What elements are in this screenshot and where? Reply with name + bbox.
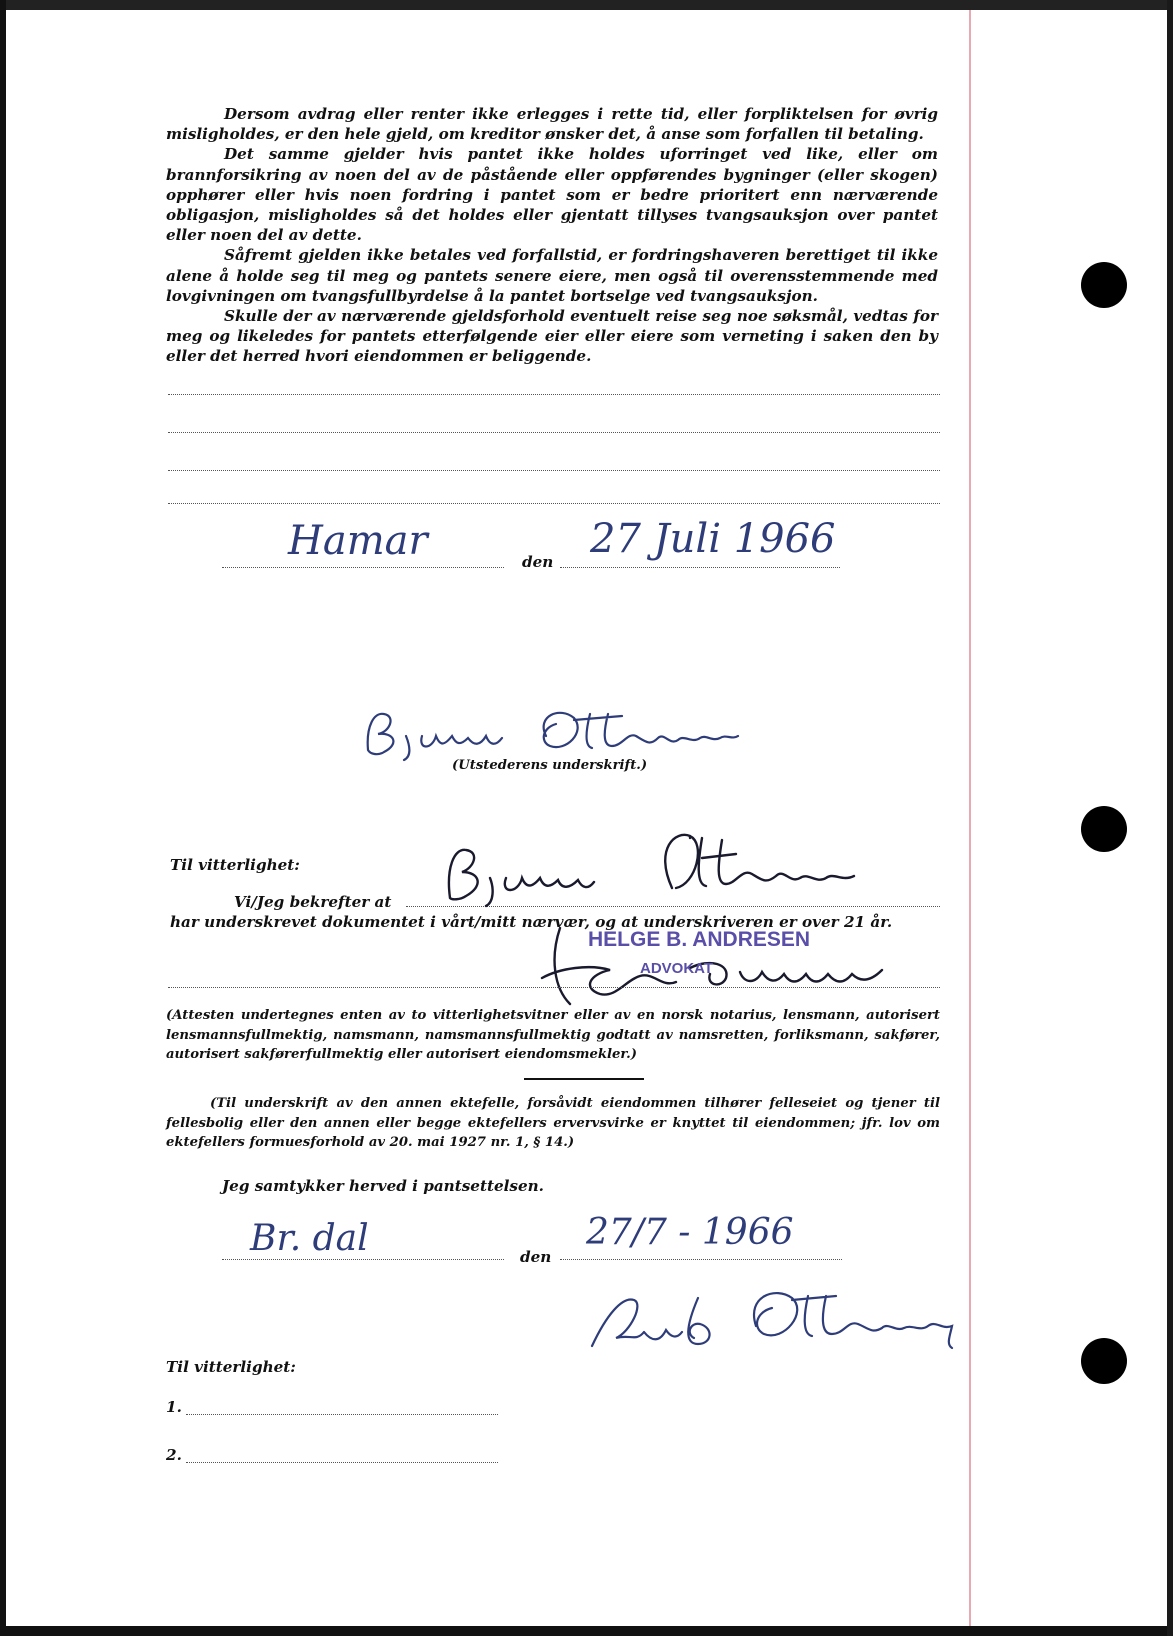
place-handwritten: Br. dal bbox=[250, 1218, 369, 1259]
scan-border-bottom bbox=[0, 1626, 1173, 1636]
spouse-note-text: (Til underskrift av den annen ektefelle, forsåvidt eiendommen tilhører felleseiet og tjener til fellesbolig eller den annen eller begge ektefellers ervervsvirke er knyttet til eiendommen; jfr. lov om ektefellers formuesforhold av 20. mai 1927 nr. 1, § 14.) bbox=[166, 1096, 940, 1150]
issuer-signature-caption: (Utstederens underskrift.) bbox=[452, 758, 648, 773]
blank-line bbox=[168, 987, 940, 988]
witness-line-number: 1. bbox=[166, 1398, 182, 1416]
place-line bbox=[222, 567, 504, 568]
terms-paragraph-default: Dersom avdrag eller renter ikke erlegges i rette tid, eller forpliktelsen for øvrig misligholdes, er den hele gjeld, om kreditor ønsker det, å anse som forfallen til betaling. bbox=[166, 105, 938, 144]
date-handwritten: 27 Juli 1966 bbox=[590, 516, 836, 562]
terms-text bbox=[166, 104, 938, 367]
witness-statement: har underskrevet dokumentet i vårt/mitt nærvær, og at underskriveren er over 21 år. bbox=[170, 913, 893, 931]
blank-line bbox=[168, 432, 940, 433]
blank-line bbox=[168, 470, 940, 471]
witness-signer-handwritten bbox=[440, 828, 860, 908]
margin-rule bbox=[969, 10, 971, 1626]
attestation-note-text: (Attesten undertegnes enten av to vitterlighetsvitner eller av en norsk notarius, lensmann, autorisert lensmannsfullmektig, namsmann, namsmannsfullmektig godtatt av namsretten, forliksmann, sakfører, autorisert sakførerfullmektig eller autorisert eiendomsmekler.) bbox=[166, 1008, 940, 1062]
den-label: den bbox=[520, 1248, 552, 1266]
section-divider bbox=[524, 1078, 644, 1080]
witness-heading: Til vitterlighet: bbox=[170, 856, 300, 874]
punch-hole-icon bbox=[1081, 1338, 1127, 1384]
terms-paragraph-venue: Skulle der av nærværende gjeldsforhold eventuelt reise seg noe søksmål, vedtas for meg og likeledes for pantets etterfølgende eier eller eiere som verneting i saken den by eller det herred hvori eiendommen er beliggende. bbox=[166, 307, 938, 366]
blank-line bbox=[168, 503, 940, 504]
spouse-signature bbox=[586, 1286, 956, 1356]
blank-line bbox=[168, 394, 940, 395]
place-line bbox=[222, 1259, 504, 1260]
punch-hole-icon bbox=[1081, 262, 1127, 308]
date-line bbox=[560, 1259, 842, 1260]
den-label: den bbox=[522, 553, 554, 571]
witness-line bbox=[186, 1462, 498, 1463]
spouse-note bbox=[166, 1094, 940, 1153]
spouse-consent: Jeg samtykker herved i pantsettelsen. bbox=[222, 1177, 544, 1195]
scan-border-top bbox=[0, 0, 1173, 10]
terms-paragraph-maturity: Såfremt gjelden ikke betales ved forfallstid, er fordringshaveren berettiget til ikke alene å holde seg til meg og pantets senere eiere, men også til overensstemmende med lovgivningen om tvangsfullbyrdelse å la pantet bortselge ved tvangsauksjon. bbox=[166, 246, 938, 305]
scan-border-left bbox=[0, 0, 6, 1636]
scan-border-right bbox=[1167, 0, 1173, 1636]
witness-heading: Til vitterlighet: bbox=[166, 1358, 296, 1376]
date-handwritten: 27/7 - 1966 bbox=[586, 1212, 794, 1253]
date-line bbox=[560, 567, 840, 568]
place-handwritten: Hamar bbox=[288, 518, 428, 564]
punch-hole-icon bbox=[1081, 806, 1127, 852]
witness-line-number: 2. bbox=[166, 1446, 182, 1464]
witness-line bbox=[186, 1414, 498, 1415]
issuer-signature bbox=[360, 706, 740, 762]
stamp-name: HELGE B. ANDRESEN bbox=[588, 928, 811, 951]
attestation-note bbox=[166, 1006, 940, 1065]
terms-paragraph-deterioration: Det samme gjelder hvis pantet ikke holdes uforringet ved like, eller om brannforsikring av noen del av de påstående eller oppførendes bygninger (eller skogen) opphører eller hvis noen fordring i pantet som er bedre prioritert enn nærværende obligasjon, misligholdes så det holdes eller gjentatt tillyses tvangsauksjon over pantet eller noen del av dette. bbox=[166, 145, 938, 245]
confirm-label: Vi/Jeg bekrefter at bbox=[234, 893, 392, 911]
stamp-title: ADVOKAT bbox=[640, 960, 714, 977]
